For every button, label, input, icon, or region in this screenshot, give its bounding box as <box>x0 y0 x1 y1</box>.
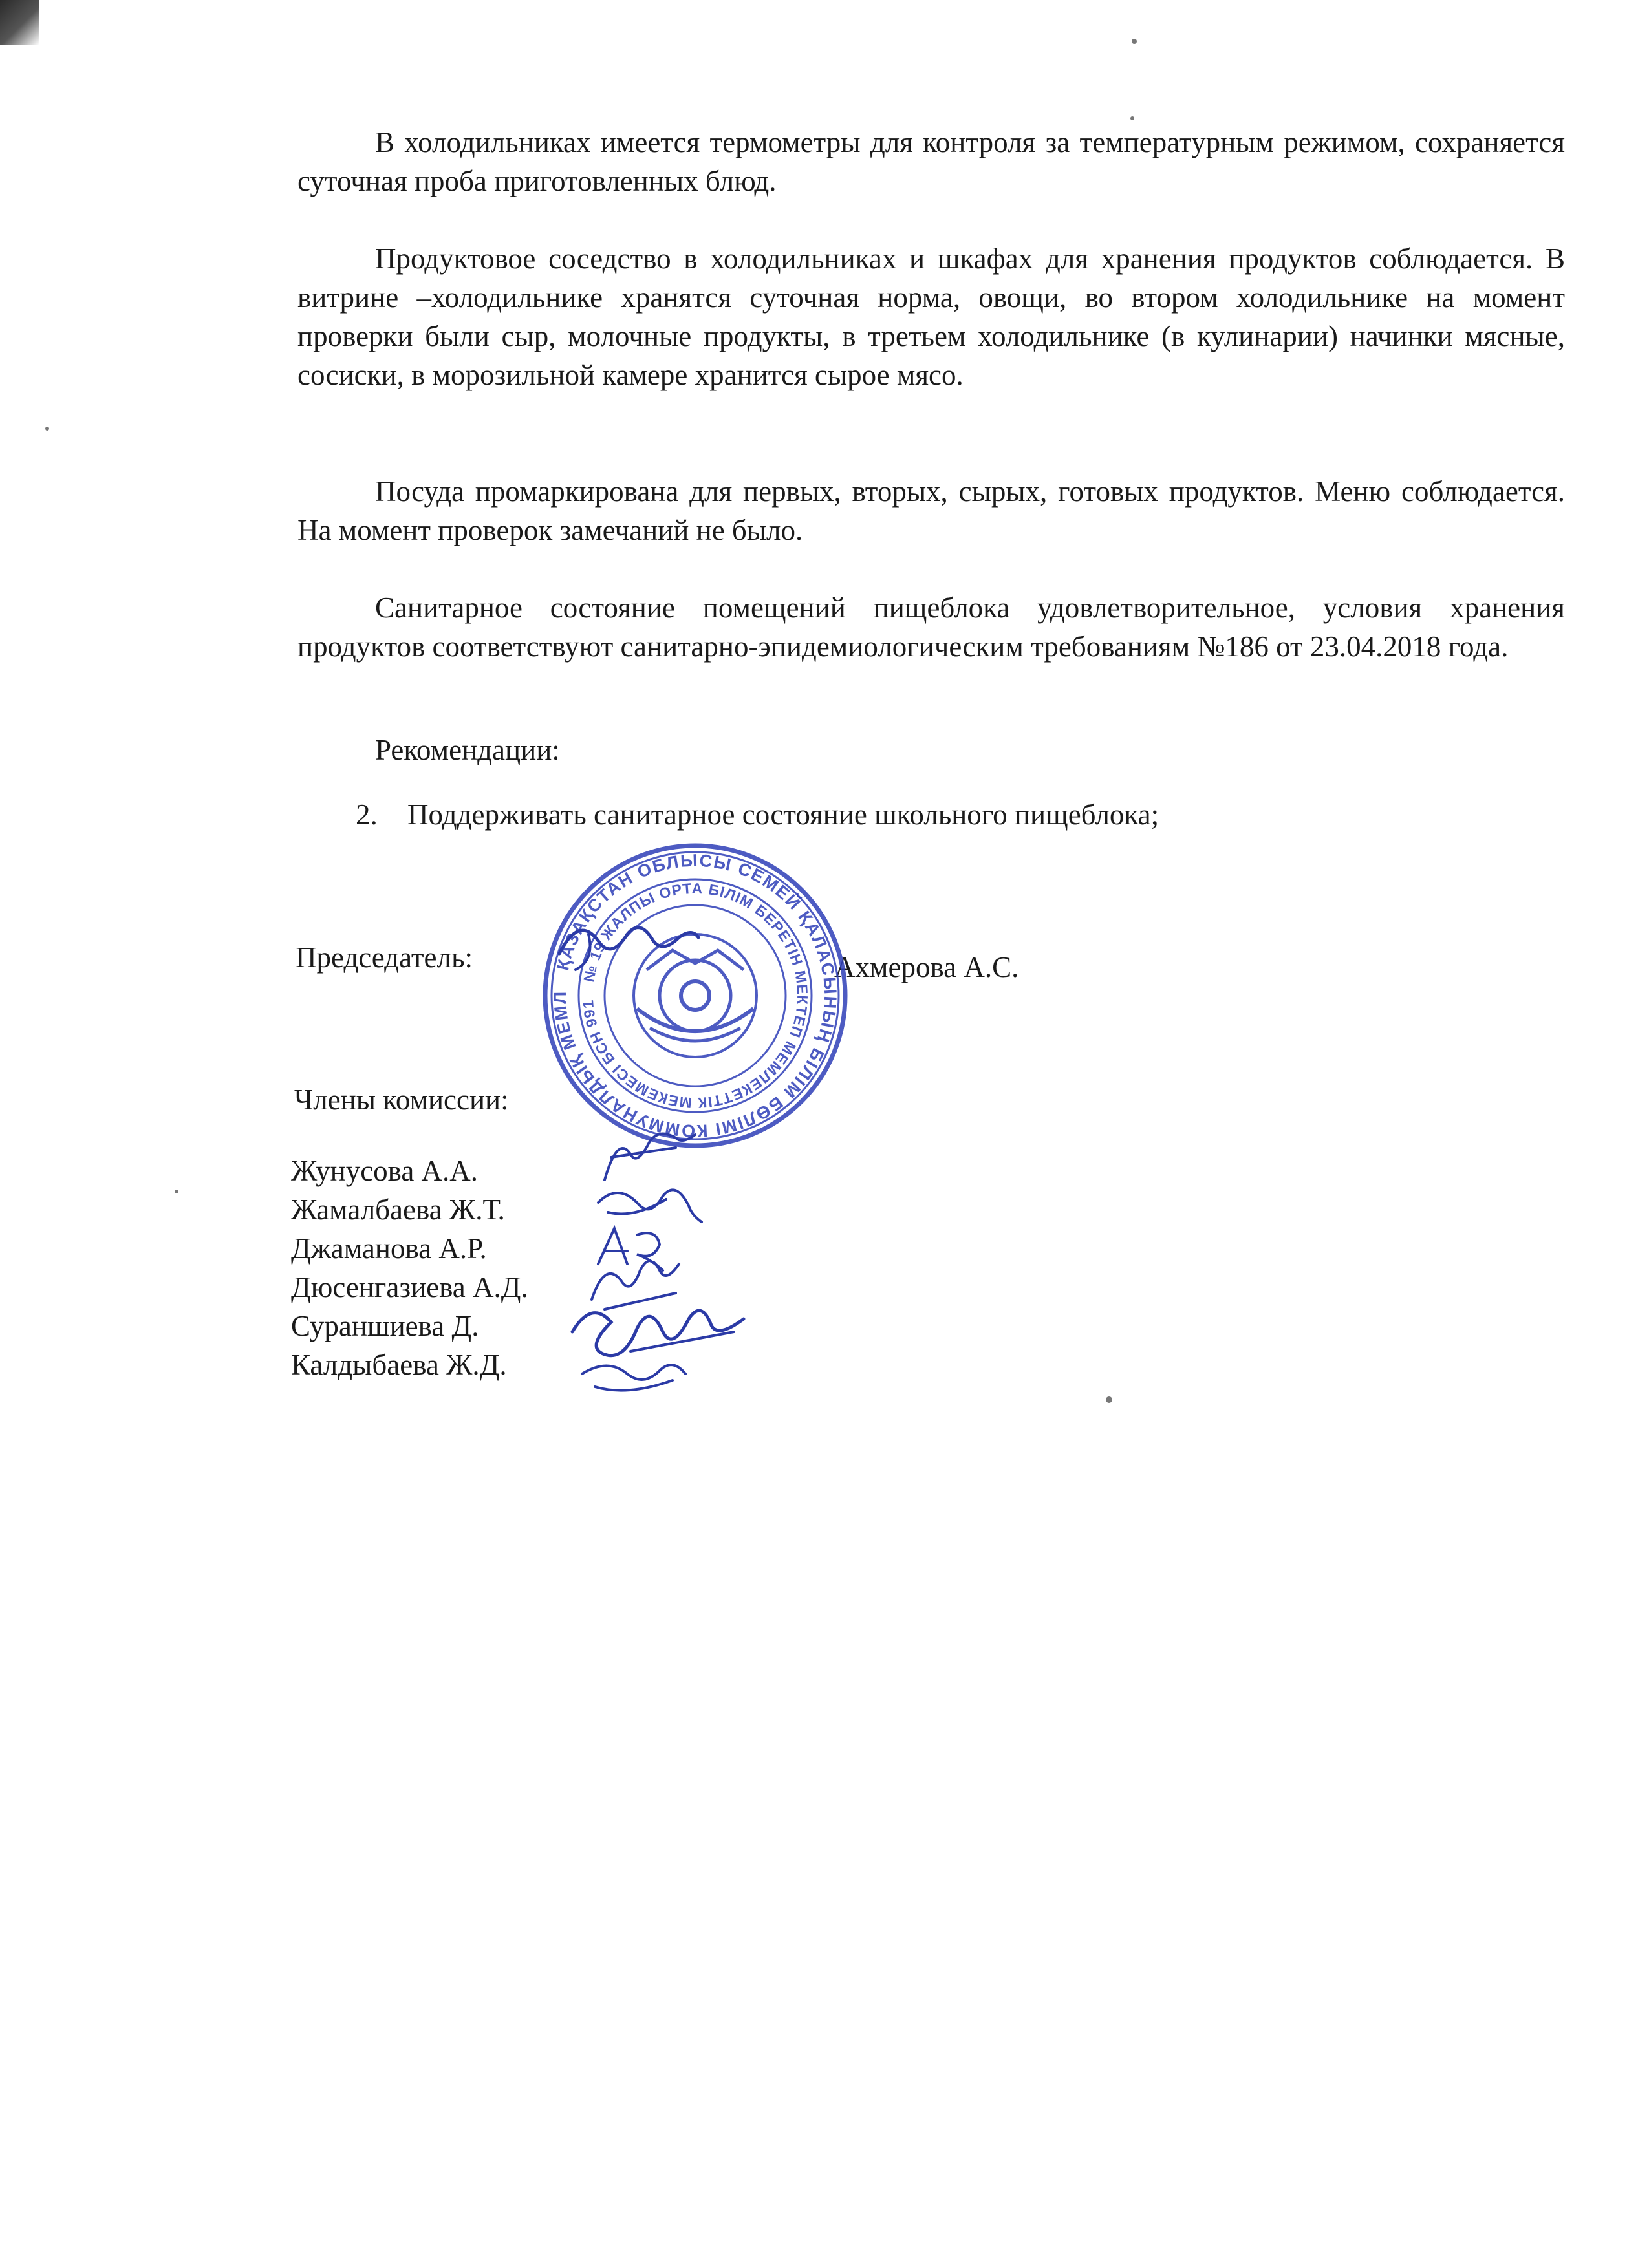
scan-speck <box>45 427 49 431</box>
stamp-inner-text: № 19 ЖАЛПЫ ОРТА БІЛІМ БЕРЕТІН МЕКТЕП МЕМЛЕКЕТТІК МЕКЕМЕСІ БСН 991 <box>579 879 812 1112</box>
member-name: Джаманова А.Р. <box>291 1232 487 1265</box>
paragraph-sanitary-state: Санитарное состояние помещений пищеблока удовлетворительное, условия хранения продуктов соответствуют санитарно-эпидемиологическим требованиям №186 от 23.04.2018 года. <box>297 592 1565 663</box>
stamp-outer-text: ҚАЗАҚСТАН ОБЛЫСЫ СЕМЕЙ ҚАЛАСЫНЫҢ БІЛІМ БӨЛІМІ КОММУНАЛДЫҚ МЕМЛ <box>550 850 841 1141</box>
recommendation-item <box>356 795 1159 834</box>
stamp-seal-icon <box>540 840 850 1151</box>
scan-speck <box>1106 1396 1112 1403</box>
members-label: Члены комиссии: <box>294 1084 509 1116</box>
recommendations-heading: Рекомендации: <box>375 734 560 766</box>
scan-speck <box>1132 39 1137 44</box>
scan-corner-shadow <box>0 0 39 45</box>
member-signature-icon <box>569 1351 698 1403</box>
paragraph-thermometers: В холодильниках имеется термометры для контроля за температурным режимом, сохраняется суточная проба приготовленных блюд. <box>297 126 1565 197</box>
member-name: Дюсенгазиева А.Д. <box>291 1271 528 1303</box>
recommendation-text: Поддерживать санитарное состояние школьного пищеблока; <box>407 798 1159 831</box>
member-name: Жунусова А.А. <box>291 1155 479 1187</box>
scan-speck <box>175 1190 178 1193</box>
scan-speck <box>1130 116 1134 120</box>
chairman-signature-icon <box>550 908 705 979</box>
paragraph-product-storage: Продуктовое соседство в холодильниках и шкафах для хранения продуктов соблюдается. В витрине –холодильнике хранятся суточная норма, овощи, во втором холодильнике на момент проверки были сыр, молочные продукты, в третьем холодильнике (в кулинарии) начинки мясные, сосиски, в морозильной камере хранится сырое мясо. <box>297 242 1565 391</box>
official-stamp <box>540 840 850 1151</box>
member-name: Сураншиева Д. <box>291 1310 479 1342</box>
recommendation-number: 2. <box>356 798 378 831</box>
chairman-label: Председатель: <box>296 941 473 974</box>
chairman-name: Ахмерова А.С. <box>834 951 1019 983</box>
member-name: Калдыбаева Ж.Д. <box>291 1349 507 1381</box>
paragraph-dishes-marking: Посуда промаркирована для первых, вторых, сырых, готовых продуктов. Меню соблюдается. На момент проверок замечаний не было. <box>297 475 1565 546</box>
member-name: Жамалбаева Ж.Т. <box>291 1193 505 1226</box>
